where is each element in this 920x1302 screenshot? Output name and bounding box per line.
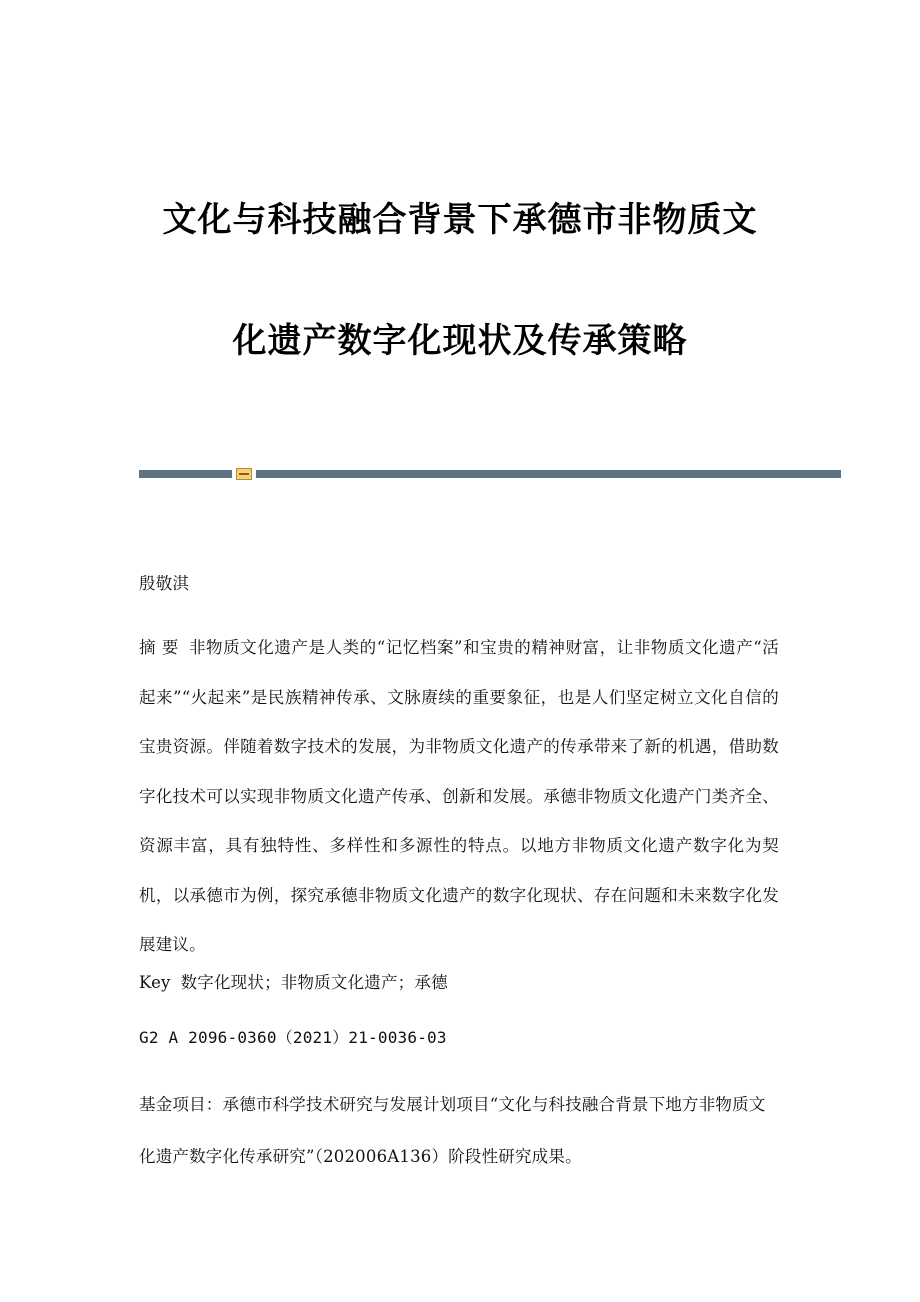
decorative-rule-left [139, 470, 232, 478]
keywords-label: Key [139, 973, 171, 992]
paper-title-line-2: 化遗产数字化现状及传承策略 [232, 321, 688, 361]
keywords-text: 数字化现状；非物质文化遗产；承德 [180, 973, 448, 992]
abstract-text: 非物质文化遗产是人类的“记忆档案”和宝贵的精神财富，让非物质文化遗产“活起来”“火起来”是民族精神传承、文脉赓续的重要象征，也是人们坚定树立文化自信的宝贵资源。伴随着数字技术的发展，为非物质文化遗产的传承带来了新的机遇，借助数字化技术可以实现非物质文化遗产传承、创新和发展。承德非物质文化遗产门类齐全、资源丰富，具有独特性、多样性和多源性的特点。以地方非物质文化遗产数字化为契机，以承德市为例，探究承德非物质文化遗产的数字化现状、存在问题和未来数字化发展建议。 [139, 638, 779, 954]
abstract [139, 623, 779, 970]
fund-note: 基金项目：承德市科学技术研究与发展计划项目“文化与科技融合背景下地方非物质文化遗产数字化传承研究”（202006A136）阶段性研究成果。 [139, 1095, 766, 1166]
ornament-icon [236, 468, 252, 480]
keywords [139, 969, 448, 993]
classification-code: G2 A 2096-0360（2021）21-0036-03 [139, 1028, 447, 1047]
decorative-rule-right [256, 470, 841, 478]
paper-title-line-1: 文化与科技融合背景下承德市非物质文 [162, 200, 758, 240]
author-name: 殷敬淇 [139, 574, 190, 593]
abstract-label: 摘 要 [139, 638, 179, 657]
